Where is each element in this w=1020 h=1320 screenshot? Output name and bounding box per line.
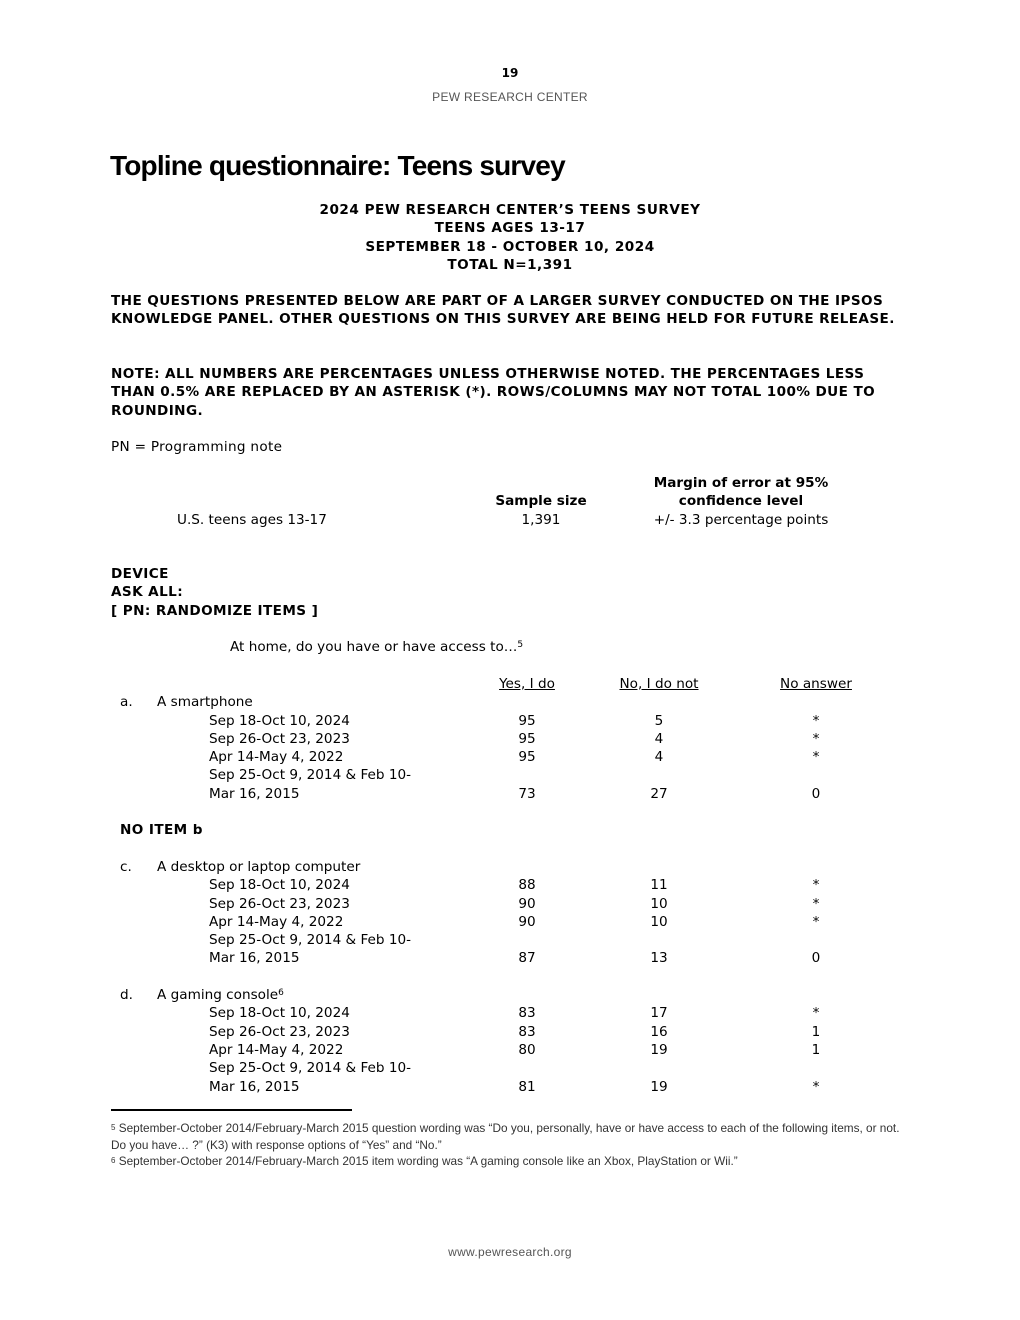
wave-date: Sep 26-Oct 23, 2023 [209,1023,350,1040]
cell-value: * [812,1005,820,1022]
item-label: A gaming console [157,987,279,1004]
item-label: A smartphone [157,694,253,711]
item-label-wrap [157,986,284,1004]
footnote-ref: 6 [278,988,284,999]
cell-value: 0 [811,785,821,802]
question-text [230,638,523,656]
cell-value: 81 [518,1078,536,1095]
cell-value: 19 [650,1041,668,1058]
cell-value: * [812,712,820,729]
wave-date: Sep 18-Oct 10, 2024 [209,877,350,894]
cell-value: 4 [654,749,664,766]
cell-value: 88 [518,877,536,894]
sample-size-header: Sample size [495,493,587,509]
cell-value: 83 [518,1023,536,1040]
question-text-body: At home, do you have or have access to… [230,639,518,655]
cell-value: * [812,913,820,930]
footnote-text: September-October 2014/February-March 2015 item wording was “A gaming console like an Xbox, PlayStation or Wii.” [118,1154,738,1168]
cell-value: 90 [518,895,536,912]
item-letter: d. [120,987,133,1004]
footnote-ref: 5 [517,640,524,650]
cell-value: * [812,749,820,766]
sample-size-value: 1,391 [521,512,561,528]
wave-date: Sep 25-Oct 9, 2014 & Feb 10- [209,1060,412,1077]
page-title: Topline questionnaire: Teens survey [110,150,565,181]
wave-date: Apr 14-May 4, 2022 [209,749,344,766]
cell-value: 10 [650,895,668,912]
footnote-number: 5 [111,1123,116,1132]
cell-value: 17 [650,1005,668,1022]
wave-date-cont: Mar 16, 2015 [209,785,300,802]
cell-value: 10 [650,913,668,930]
wave-date: Sep 18-Oct 10, 2024 [209,1005,350,1022]
data-row [111,730,911,748]
cell-value: 80 [518,1041,536,1058]
cell-value: 19 [650,1078,668,1095]
cell-value: 13 [650,950,668,967]
item-letter: a. [120,694,133,711]
cell-value: 27 [650,785,668,802]
ask-all: ASK ALL: [111,584,184,601]
cell-value: * [812,877,820,894]
note-text: NOTE: ALL NUMBERS ARE PERCENTAGES UNLESS OTHERWISE NOTED. THE PERCENTAGES LESS THAN 0.5% ARE REPLACED BY AN ASTERISK (*). ROWS/COLUMNS MAY NOT TOTAL 100% DUE TO ROUNDING. [111,366,876,419]
cell-value: 11 [650,877,668,894]
cell-value: 1 [811,1041,821,1058]
moe-value: +/- 3.3 percentage points [653,512,829,528]
cell-value: * [812,730,820,747]
survey-header-line: SEPTEMBER 18 - OCTOBER 10, 2024 [365,238,655,255]
wave-date: Sep 26-Oct 23, 2023 [209,895,350,912]
wave-date: Apr 14-May 4, 2022 [209,1041,344,1058]
cell-value: 90 [518,913,536,930]
footnote [111,1153,911,1170]
cell-value: * [812,1078,820,1095]
cell-value: 95 [518,749,536,766]
no-item-label: NO ITEM b [120,822,203,839]
column-header: Yes, I do [499,676,555,692]
column-header: No, I do not [619,676,699,692]
group-label: U.S. teens ages 13-17 [177,512,327,528]
footer-url: www.pewresearch.org [448,1245,572,1259]
footnote-divider [111,1109,352,1111]
cell-value: 83 [518,1005,536,1022]
pn-note: PN = Programming note [111,439,283,455]
survey-header [0,201,1020,274]
programming-note: [ PN: RANDOMIZE ITEMS ] [111,602,319,619]
cell-value: 73 [518,785,536,802]
wave-date: Sep 18-Oct 10, 2024 [209,712,350,729]
moe-header-1: Margin of error at 95% [653,475,829,491]
cell-value: 4 [654,730,664,747]
intro-text: THE QUESTIONS PRESENTED BELOW ARE PART OF A LARGER SURVEY CONDUCTED ON THE IPSOS KNOWLEDGE PANEL. OTHER QUESTIONS ON THIS SURVEY ARE BEING HELD FOR FUTURE RELEASE. [111,293,895,328]
cell-value: 95 [518,712,536,729]
cell-value: 1 [811,1023,821,1040]
spacer [111,968,911,986]
item-letter: c. [120,858,132,875]
wave-date: Sep 25-Oct 9, 2014 & Feb 10- [209,767,412,784]
wave-date: Apr 14-May 4, 2022 [209,913,344,930]
question-id: DEVICE [111,566,169,582]
data-row [111,895,911,913]
data-row [111,766,911,784]
item-row [111,858,911,876]
footnote [111,1120,911,1153]
data-row [111,712,911,730]
footnote-number: 6 [111,1156,116,1165]
cell-value: 16 [650,1023,668,1040]
wave-date-cont: Mar 16, 2015 [209,1078,300,1095]
survey-header-line: TEENS AGES 13-17 [434,220,586,237]
item-row [111,693,911,711]
data-row [111,949,911,967]
cell-value: 0 [811,950,821,967]
footnote-text: September-October 2014/February-March 2015 question wording was “Do you, personally, have or have access to each of the following items, or not. Do you have… ?” (K3) with response options of “Yes” and “No.” [111,1121,900,1152]
margin-of-error-table [111,474,901,534]
data-row [111,876,911,894]
cell-value: 87 [518,950,536,967]
column-header: No answer [780,676,852,692]
table-header [111,675,911,693]
survey-header-line: 2024 PEW RESEARCH CENTER’S TEENS SURVEY [319,202,701,218]
data-row [111,913,911,931]
moe-header-2: confidence level [678,493,804,509]
spacer [111,803,911,821]
item-row [111,986,911,1004]
cell-value: 95 [518,730,536,747]
cell-value: * [812,895,820,912]
data-row [111,1023,911,1041]
results-table [111,675,911,1096]
cell-value: 5 [654,712,664,729]
data-row [111,1004,911,1022]
data-row [111,1059,911,1077]
no-item-note [111,821,911,839]
wave-date-cont: Mar 16, 2015 [209,950,300,967]
wave-date: Sep 26-Oct 23, 2023 [209,730,350,747]
spacer [111,840,911,858]
data-row [111,748,911,766]
wave-date: Sep 25-Oct 9, 2014 & Feb 10- [209,932,412,949]
data-row [111,1041,911,1059]
data-row [111,785,911,803]
org-name: PEW RESEARCH CENTER [432,90,588,104]
survey-header-line: TOTAL N=1,391 [447,256,573,273]
page-number: 19 [501,66,519,80]
question-header [111,565,901,620]
data-row [111,1078,911,1096]
data-row [111,931,911,949]
item-label: A desktop or laptop computer [157,858,361,875]
